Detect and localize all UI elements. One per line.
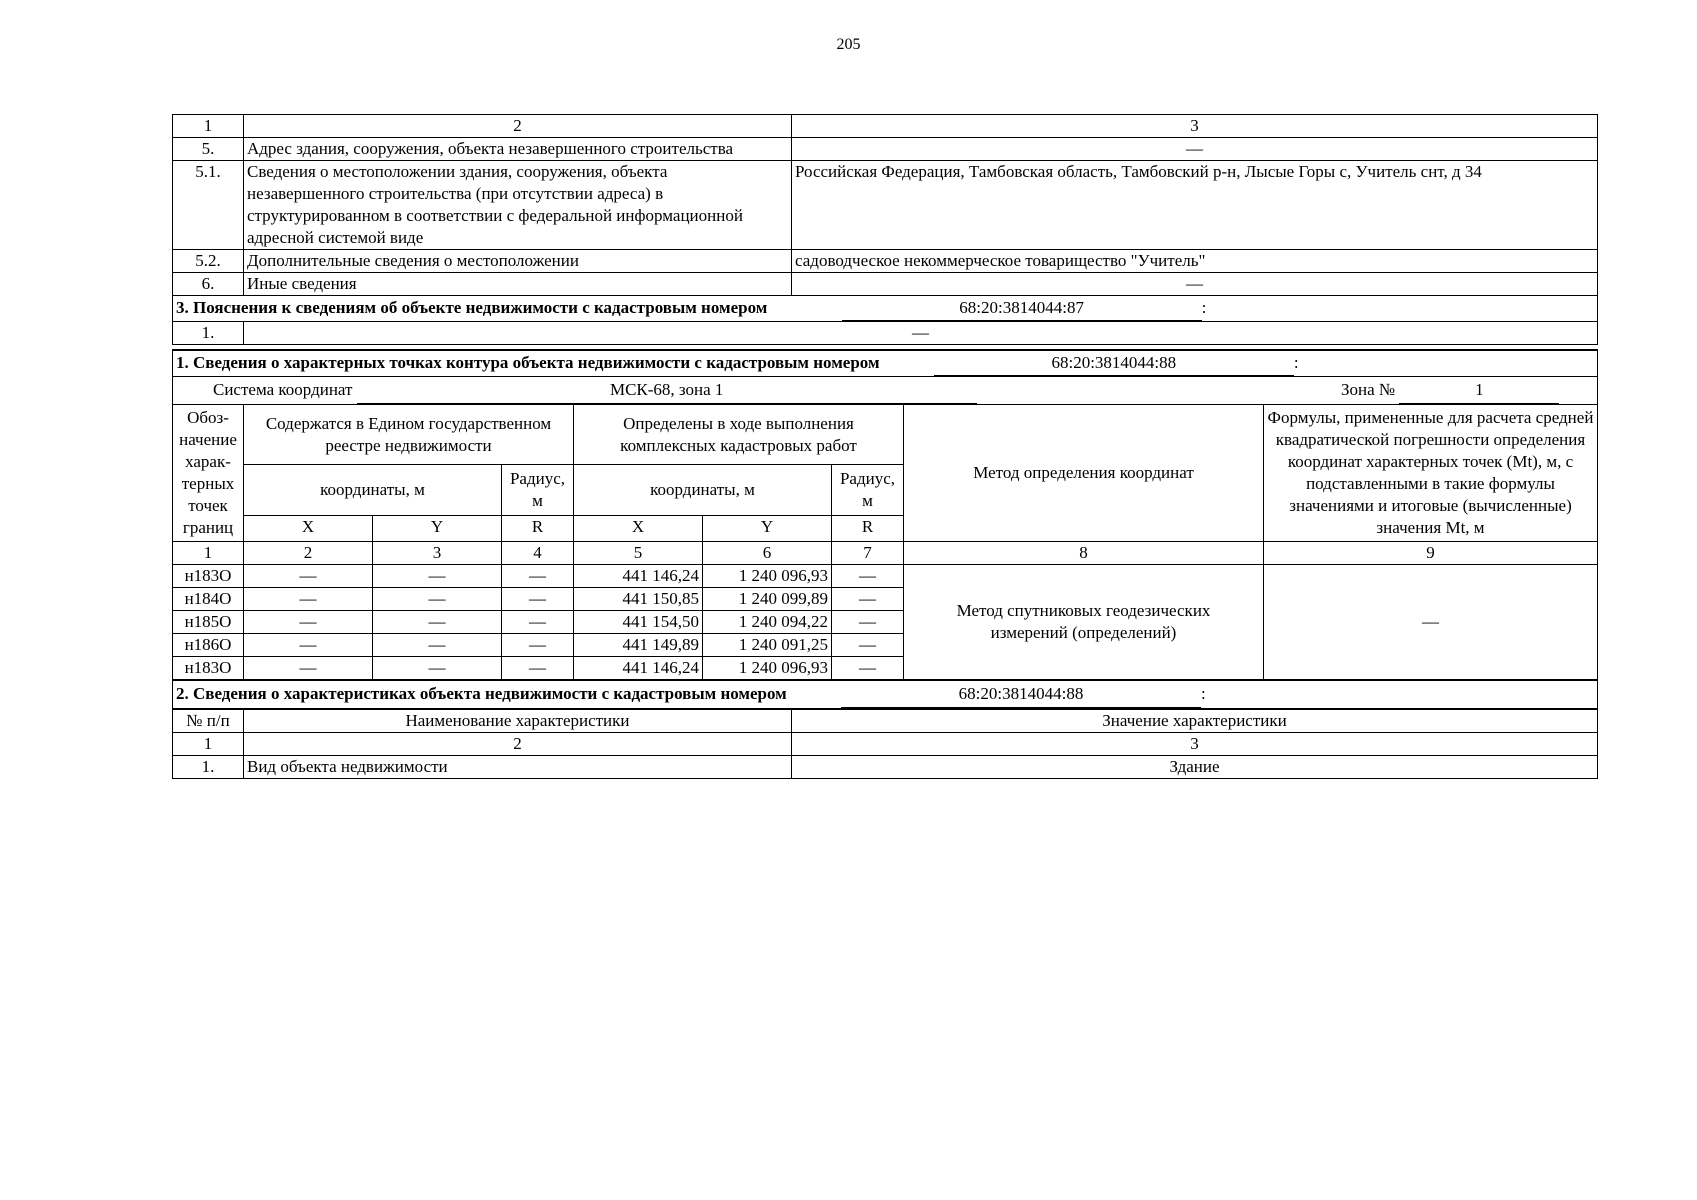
- num-header: № п/п: [173, 709, 244, 733]
- point-x-egrn: —: [244, 611, 373, 634]
- col-num-5: 5: [574, 542, 703, 565]
- point-y-kkr: 1 240 099,89: [703, 588, 832, 611]
- section3-title: 3. Пояснения к сведениям об объекте недвижимости с кадастровым номером: [176, 298, 768, 317]
- point-row: [173, 565, 1598, 588]
- row-name: Иные сведения: [244, 273, 792, 296]
- section3-cadastral: 68:20:3814044:87: [842, 296, 1202, 321]
- point-r-kkr: —: [832, 565, 904, 588]
- row-value: —: [792, 138, 1598, 161]
- coord-system-value: МСК-68, зона 1: [357, 377, 977, 404]
- col-num-6: 6: [703, 542, 832, 565]
- col-num-9: 9: [1264, 542, 1598, 565]
- y-header: Y: [373, 515, 502, 541]
- col-num-8: 8: [904, 542, 1264, 565]
- point-x-kkr: 441 146,24: [574, 657, 703, 680]
- row-num: 5.1.: [173, 161, 244, 250]
- kkr-header: Определены в ходе выполнения комплексных кадастровых работ: [574, 405, 904, 465]
- y-header: Y: [703, 515, 832, 541]
- point-name: н185О: [173, 611, 244, 634]
- point-x-kkr: 441 149,89: [574, 634, 703, 657]
- row-name: Вид объекта недвижимости: [244, 756, 792, 779]
- method-value: Метод спутниковых геодезических измерений (определений): [904, 565, 1264, 680]
- name-header: Наименование характеристики: [244, 709, 792, 733]
- point-x-egrn: —: [244, 565, 373, 588]
- point-r-kkr: —: [832, 657, 904, 680]
- row-num: 5.: [173, 138, 244, 161]
- point-y-egrn: —: [373, 588, 502, 611]
- col-num-7: 7: [832, 542, 904, 565]
- section1-cadastral: 68:20:3814044:88: [934, 351, 1294, 376]
- formula-value: —: [1264, 565, 1598, 680]
- coord-system-label: Система координат: [213, 380, 353, 399]
- section3-row-value: —: [244, 322, 1598, 345]
- point-r-kkr: —: [832, 588, 904, 611]
- value-header: Значение характеристики: [792, 709, 1598, 733]
- page-number: 205: [836, 36, 861, 53]
- section2-header: [173, 681, 1598, 710]
- col-num-3: 3: [373, 542, 502, 565]
- point-y-kkr: 1 240 096,93: [703, 657, 832, 680]
- point-y-kkr: 1 240 094,22: [703, 611, 832, 634]
- egrn-header: Содержатся в Едином государственном реестре недвижимости: [244, 405, 574, 465]
- point-r-egrn: —: [502, 588, 574, 611]
- coords-header-egrn: координаты, м: [244, 465, 502, 516]
- x-header: X: [244, 515, 373, 541]
- r-header: R: [502, 515, 574, 541]
- designation-header: Обоз-начение харак-терных точек границ: [173, 405, 244, 542]
- col-num-3: 3: [792, 115, 1598, 138]
- row-name: Дополнительные сведения о местоположении: [244, 250, 792, 273]
- point-r-egrn: —: [502, 634, 574, 657]
- r-header: R: [832, 515, 904, 541]
- point-name: н186О: [173, 634, 244, 657]
- section2-colon: :: [1201, 684, 1206, 703]
- point-x-egrn: —: [244, 634, 373, 657]
- section1-header: [173, 350, 1598, 377]
- point-x-egrn: —: [244, 588, 373, 611]
- row-value: —: [792, 273, 1598, 296]
- point-y-egrn: —: [373, 611, 502, 634]
- section2-title: 2. Сведения о характеристиках объекта недвижимости с кадастровым номером: [176, 684, 787, 703]
- section3-header: [173, 296, 1598, 322]
- col-num-4: 4: [502, 542, 574, 565]
- point-x-egrn: —: [244, 657, 373, 680]
- col-num-3: 3: [792, 733, 1598, 756]
- section1-title: 1. Сведения о характерных точках контура объекта недвижимости с кадастровым номером: [176, 353, 880, 372]
- col-num-1: 1: [173, 733, 244, 756]
- section3-row-num: 1.: [173, 322, 244, 345]
- point-name: н183О: [173, 565, 244, 588]
- zone-label: Зона №: [1340, 380, 1396, 399]
- points-table: [172, 349, 1598, 680]
- point-y-egrn: —: [373, 565, 502, 588]
- coords-header-kkr: координаты, м: [574, 465, 832, 516]
- address-table: [172, 114, 1598, 345]
- col-num-2: 2: [244, 542, 373, 565]
- point-r-egrn: —: [502, 565, 574, 588]
- method-header: Метод определения координат: [904, 405, 1264, 542]
- row-name: Адрес здания, сооружения, объекта незавершенного строительства: [244, 138, 792, 161]
- point-x-kkr: 441 146,24: [574, 565, 703, 588]
- point-y-egrn: —: [373, 634, 502, 657]
- point-y-kkr: 1 240 091,25: [703, 634, 832, 657]
- row-value: садоводческое некоммерческое товарищество "Учитель": [792, 250, 1598, 273]
- point-r-kkr: —: [832, 634, 904, 657]
- formulas-header: Формулы, примененные для расчета средней квадратической погрешности определения координат характерных точек (Mt), м, с подставленными в такие формулы значениями и итоговые (вычисленные) значения Mt, м: [1264, 405, 1598, 542]
- radius-header-kkr: Радиус, м: [832, 465, 904, 516]
- point-name: н184О: [173, 588, 244, 611]
- coord-system-row: [173, 377, 1598, 405]
- point-r-egrn: —: [502, 657, 574, 680]
- document-body: [172, 114, 1598, 779]
- col-num-1: 1: [173, 542, 244, 565]
- point-x-kkr: 441 154,50: [574, 611, 703, 634]
- point-x-kkr: 441 150,85: [574, 588, 703, 611]
- x-header: X: [574, 515, 703, 541]
- characteristics-table: [172, 680, 1598, 779]
- section2-cadastral: 68:20:3814044:88: [841, 681, 1201, 708]
- radius-header-egrn: Радиус, м: [502, 465, 574, 516]
- point-r-egrn: —: [502, 611, 574, 634]
- section1-colon: :: [1293, 353, 1299, 372]
- point-y-kkr: 1 240 096,93: [703, 565, 832, 588]
- row-num: 6.: [173, 273, 244, 296]
- col-num-2: 2: [244, 733, 792, 756]
- point-y-egrn: —: [373, 657, 502, 680]
- col-num-2: 2: [244, 115, 792, 138]
- row-value: Здание: [792, 756, 1598, 779]
- col-num-1: 1: [173, 115, 244, 138]
- zone-value: 1: [1399, 377, 1559, 404]
- point-name: н183О: [173, 657, 244, 680]
- row-num: 1.: [173, 756, 244, 779]
- point-r-kkr: —: [832, 611, 904, 634]
- row-name: Сведения о местоположении здания, сооружения, объекта незавершенного строительства (при отсутствии адреса) в структурированном в соответствии с федеральной информационной адресной системой виде: [244, 161, 792, 250]
- section3-colon: :: [1201, 298, 1207, 317]
- row-num: 5.2.: [173, 250, 244, 273]
- row-value: Российская Федерация, Тамбовская область, Тамбовский р-н, Лысые Горы с, Учитель снт, д 34: [792, 161, 1598, 250]
